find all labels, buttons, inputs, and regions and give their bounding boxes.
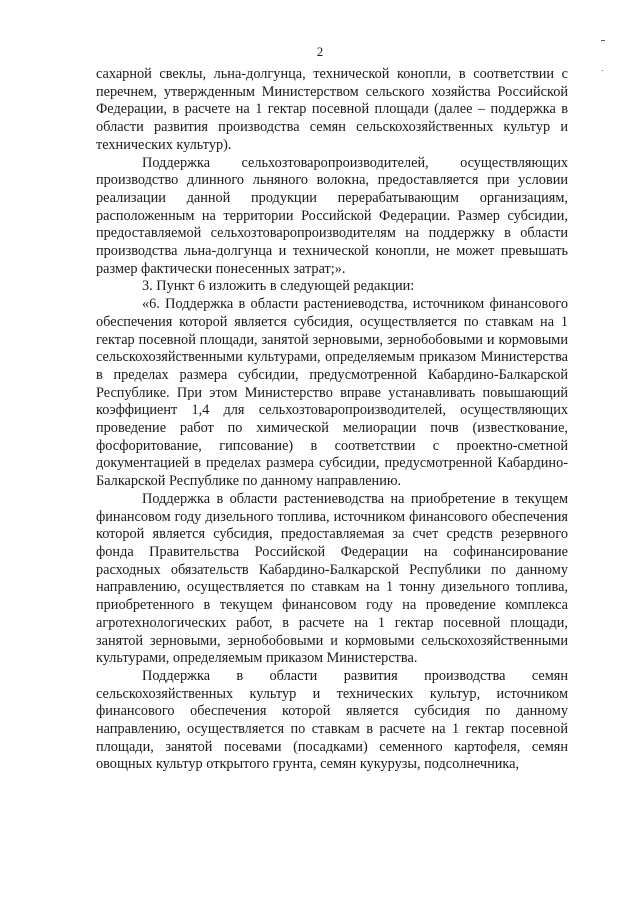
- paragraph-continuation: сахарной свеклы, льна-долгунца, технической конопли, в соответствии с перечнем, утвержденным Министерством сельского хозяйства Российской Федерации, в расчете на 1 гектар посевной площади (далее – поддержка в области развития производства семян сельскохозяйственных культур и технических культур).: [96, 66, 568, 153]
- paragraph-diesel-support: Поддержка в области растениеводства на приобретение в текущем финансовом году дизельного топлива, источником финансового обеспечения которой является субсидия, предоставляемая за счет средств резервного фонда Правительства Российской Федерации на софинансирование расходных обязательств Кабардино-Балкарской Республики по данному направлению, осуществляется по ставкам на 1 тонну дизельного топлива, приобретенного в текущем финансовом году на проведение комплекса агротехнологических работ, в расчете на 1 гектар посевной площади, занятой зерновыми, зернобобовыми и кормовыми сельскохозяйственными культурами, определяемым приказом Министерства.: [96, 490, 568, 667]
- paragraph-flax-support: Поддержка сельхозтоваропроизводителей, осуществляющих производство длинного льняного волокна, предоставляется при условии реализации данной продукции перерабатывающим организациям, расположенным на территории Российской Федерации. Размер субсидии, предоставляемой сельхозтоваропроизводителям на поддержку в области производства льна-долгунца и технической конопли, не может превышать размер фактически понесенных затрат;».: [96, 154, 568, 277]
- scan-artifact: [602, 70, 603, 71]
- scan-artifact: [601, 40, 605, 41]
- paragraph-item-6: «6. Поддержка в области растениеводства, источником финансового обеспечения которой является субсидия, осуществляется по ставкам на 1 гектар посевной площади, занятой зерновыми, зернобобовыми и кормовыми сельскохозяйственными культурами, определяемым приказом Министерства в пределах размера субсидии, предусмотренной Кабардино-Балкарской Республике. При этом Министерство вправе устанавливать повышающий коэффициент 1,4 для сельхозтоваропроизводителей, осуществляющих проведение работ по химической мелиорации почв (известкование, фосфоритование, гипсование) в соответствии с проектно-сметной документацией в пределах размера субсидии, предусмотренной Кабардино-Балкарской Республике по данному направлению.: [96, 296, 568, 490]
- page-number: 2: [316, 44, 324, 59]
- paragraph-seed-support: Поддержка в области развития производства семян сельскохозяйственных культур и технических культур, источником финансового обеспечения которой является субсидия по данному направлению, осуществляется по ставкам в расчете на 1 гектар посевной площади, занятой посевами (посадками) семенного картофеля, семян овощных культур открытого грунта, семян кукурузы, подсолнечника,: [96, 667, 568, 773]
- document-body: [96, 66, 568, 774]
- paragraph-item-3: 3. Пункт 6 изложить в следующей редакции:: [142, 278, 415, 295]
